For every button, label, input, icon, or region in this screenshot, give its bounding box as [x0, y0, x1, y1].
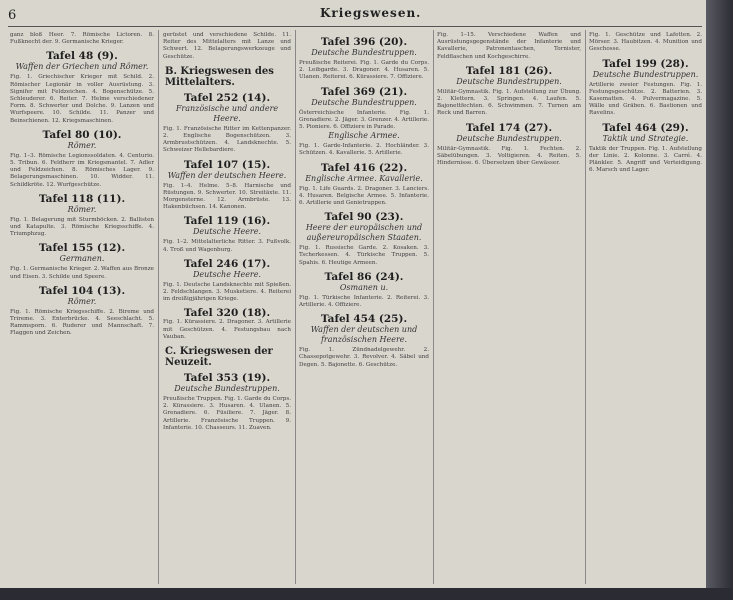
column-5 [589, 32, 702, 584]
plate-subtitle: Heere der europäischen und außereuropäischen Staaten. [305, 223, 423, 243]
column-divider [585, 30, 586, 584]
plate-heading: Tafel 396 (20). [320, 36, 408, 48]
plate-heading: Tafel 155 (12). [38, 242, 126, 255]
plate-subtitle: Römer. [67, 140, 97, 150]
section-heading: B. Kriegswesen des Mittelalters. [165, 65, 274, 88]
text-block: Fig. 1–15. Verschiedene Waffen und Ausrüstungsgegenstände der Infanterie und Kavallerie, Patronentaschen, Tornister, Feldflaschen und Kochgeschirre. [437, 32, 581, 60]
column-4 [437, 32, 581, 584]
plate-subtitle: Deutsche Bundestruppen. [456, 76, 562, 86]
plate-subtitle: Deutsche Heere. [192, 269, 262, 279]
plate-heading: Tafel 86 (24). [324, 270, 404, 283]
page-number: 6 [8, 8, 17, 23]
plate-heading: Tafel 246 (17). [183, 257, 271, 270]
plate-heading: Tafel 104 (13). [38, 284, 126, 297]
plate-description: Fig. 1. Kürassiere. 2. Dragoner. 3. Artillerie mit Geschützen. 4. Festungsbau nach Vauban. [163, 319, 291, 340]
plate-heading: Tafel 48 (9). [46, 50, 118, 63]
plate-description: Fig. 1–2. Mittelalterliche Ritter. 3. Fußvolk. 4. Troß und Wagenburg. [163, 239, 291, 253]
plate-description: Artillerie zweier Festungen. Fig. 1. Festungsgeschütze. 2. Batterien. 3. Kasematten. 4. Pulvermagazine. 5. Wälle und Gräben. 6. Bastionen und Ravelins. [589, 81, 702, 117]
plate-description: Fig. 1. Deutsche Landsknechte mit Spießen. 2. Feldschlangen. 3. Musketiere. 4. Reiterei im dreißigjährigen Kriege. [163, 281, 291, 303]
plate-subtitle: Englische Armee. [328, 131, 400, 141]
plate-heading: Tafel 119 (16). [183, 215, 271, 228]
plate-description: Österreichische Infanterie. Fig. 1. Grenadiere. 2. Jäger. 3. Grenzer. 4. Artillerie. 5. Pioniere. 6. Offiziere in Parade. [299, 109, 429, 131]
plate-description: Preußische Truppen. Fig. 1. Garde du Corps. 2. Kürassiere. 3. Husaren. 4. Ulanen. 5. Grenadiere. 6. Füsiliere. 7. Jäger. 8. Artillerie. Französische Truppen. 9. Infanterie. 10. Chasseurs. 11. Zuaven. [163, 396, 291, 431]
plate-description: Fig. 1. Belagerung mit Sturmböcken. 2. Ballisten und Katapulte. 3. Römische Kriegsschiffe. 4. Triumphzug. [10, 216, 154, 238]
column-2 [163, 32, 291, 584]
plate-subtitle: Römer. [67, 296, 97, 306]
plate-description: Fig. 1. Zündnadelgewehr. 2. Chassepotgewehr. 3. Revolver. 4. Säbel und Degen. 5. Bajonette. 6. Geschütze. [299, 347, 429, 368]
page-edge-shadow [0, 588, 733, 600]
plate-heading: Tafel 416 (22). [320, 161, 408, 174]
plate-heading: Tafel 90 (23). [324, 211, 404, 224]
plate-subtitle: Französische und andere Heere. [175, 103, 279, 123]
plate-heading: Tafel 320 (18). [183, 307, 271, 320]
plate-description: Fig. 1. Türkische Infanterie. 2. Reiterei. 3. Artillerie. 4. Offiziere. [299, 294, 429, 309]
plate-description: Fig. 1. Russische Garde. 2. Kosaken. 3. Tscherkessen. 4. Türkische Truppen. 5. Spahis. 6. Heutige Armeen. [299, 245, 429, 266]
plate-subtitle: Deutsche Heere. [192, 227, 262, 237]
plate-description: Fig. 1–4. Helme. 5–8. Harnische und Rüstungen. 9. Schwerter. 10. Streitäxte. 11. Morgensterne. 12. Armbrüste. 13. Hakenbüchsen. 14. Kanonen. [163, 182, 291, 211]
plate-description: Fig. 1. Germanische Krieger. 2. Waffen aus Bronze und Eisen. 3. Schilde und Speere. [10, 266, 154, 280]
column-divider [158, 30, 159, 584]
section-heading: C. Kriegswesen der Neuzeit. [165, 346, 273, 369]
plate-heading: Tafel 174 (27). [465, 121, 553, 134]
text-block: ganz bloß Heer. 7. Römische Lictoren. 8. Fußknecht der. 9. Germanische Krieger. [10, 32, 154, 46]
plate-heading: Tafel 80 (10). [42, 128, 122, 141]
plate-heading: Tafel 199 (28). [602, 57, 689, 70]
text-block: gerüstet und verschiedene Schilde. 11. Reiter des Mittelalters mit Lanze und Schwert. 12. Belagerungswerkzeuge und Geschütze. [163, 32, 291, 60]
plate-description: Fig. 1. Römische Kriegsschiffe. 2. Bireme und Trireme. 3. Enterbrücke. 4. Seeschlacht. 5. Rammsporn. 6. Ruderer und Mannschaft. 7. Flaggen und Zeichen. [10, 308, 154, 337]
plate-description: Fig. 1–3. Römische Legionssoldaten. 4. Centurio. 5. Tribun. 6. Feldherr im Kriegsmantel. 7. Adler und Feldzeichen. 8. Römisches Lager. 9. Belagerungsmaschinen. 10. Widder. 11. Schildkröte. 12. Wurfgeschütze. [10, 152, 154, 188]
plate-subtitle: Taktik und Strategie. [602, 133, 689, 143]
plate-description: Fig. 1. Griechischer Krieger mit Schild. 2. Römischer Legionär in voller Ausrüstung. 3. Signifer mit Feldzeichen. 4. Bogenschütze. 5. Schleuderer. 6. Reiter. 7. Helme verschiedener Form. 8. Schwerter und Dolche. 9. Lanzen und Wurfspeere. 10. Schilde. 11. Panzer und Beinschienen. 12. Kriegsmaschinen. [10, 74, 154, 124]
column-3 [299, 32, 429, 584]
header-rule [8, 26, 702, 27]
plate-heading: Tafel 107 (15). [183, 158, 271, 171]
plate-description: Militär-Gymnastik. Fig. 1. Aufstellung zur Übung. 2. Klettern. 3. Springen. 4. Laufen. 5. Bajonettfechten. 6. Schwimmen. 7. Turnen am Reck und Barren. [437, 88, 581, 117]
plate-subtitle: Germanen. [59, 254, 105, 264]
plate-subtitle: Deutsche Bundestruppen. [592, 69, 699, 79]
plate-subtitle: Deutsche Bundestruppen. [311, 97, 417, 107]
plate-subtitle: Deutsche Bundestruppen. [174, 384, 280, 394]
plate-description: Militär-Gymnastik. Fig. 1. Fechten. 2. Säbelübungen. 3. Voltigieren. 4. Reiten. 5. Hindernisse. 6. Übersetzen über Gewässer. [437, 145, 581, 167]
plate-subtitle: Waffen der deutschen Heere. [167, 170, 287, 180]
text-block: Fig. 1. Geschütze und Lafetten. 2. Mörser. 3. Haubitzen. 4. Munition und Geschosse. [589, 32, 702, 53]
column-divider [433, 30, 434, 584]
page-title: Kriegswesen. [320, 6, 422, 20]
plate-heading: Tafel 369 (21). [320, 85, 408, 98]
plate-description: Fig. 1. Life Guards. 2. Dragoner. 3. Lanciers. 4. Husaren. Belgische Armee. 5. Infanterie. 6. Artillerie und Genietruppen. [299, 185, 429, 207]
plate-description: Fig. 1. Garde-Infanterie. 2. Hochländer. 3. Schützen. 4. Kavallerie. 5. Artillerie. [299, 143, 429, 157]
plate-subtitle: Englische Armee. Kavallerie. [305, 173, 423, 183]
plate-heading: Tafel 118 (11). [38, 192, 126, 205]
plate-subtitle: Waffen der deutschen und französischen Heere. [310, 325, 418, 345]
book-binding [706, 0, 733, 600]
plate-heading: Tafel 353 (19). [183, 372, 271, 385]
column-1 [10, 32, 154, 584]
plate-heading: Tafel 454 (25). [320, 313, 408, 326]
plate-subtitle: Waffen der Griechen und Römer. [15, 62, 149, 72]
plate-subtitle: Deutsche Bundestruppen. [456, 133, 562, 143]
plate-subtitle: Deutsche Bundestruppen. [311, 48, 417, 57]
plate-heading: Tafel 181 (26). [465, 64, 553, 77]
plate-heading: Tafel 252 (14). [183, 91, 271, 104]
column-divider [295, 30, 296, 584]
plate-description: Fig. 1. Französische Ritter im Kettenpanzer. 2. Englische Bogenschützen. 3. Armbrustschützen. 4. Landsknechte. 5. Schweizer Hellebardiere. [163, 125, 291, 154]
plate-subtitle: Osmanen u. [339, 282, 389, 292]
plate-heading: Tafel 464 (29). [602, 121, 689, 134]
plate-subtitle: Römer. [67, 204, 97, 214]
plate-description: Preußische Reiterei. Fig. 1. Garde du Corps. 2. Leibgarde. 3. Dragoner. 4. Husaren. 5. Ulanen. Reiterei. 6. Kürassiere. 7. Offiziere. [299, 60, 429, 81]
plate-description: Taktik der Truppen. Fig. 1. Aufstellung der Linie. 2. Kolonne. 3. Carré. 4. Plänkler. 5. Angriff und Verteidigung. 6. Marsch und Lager. [589, 145, 702, 174]
